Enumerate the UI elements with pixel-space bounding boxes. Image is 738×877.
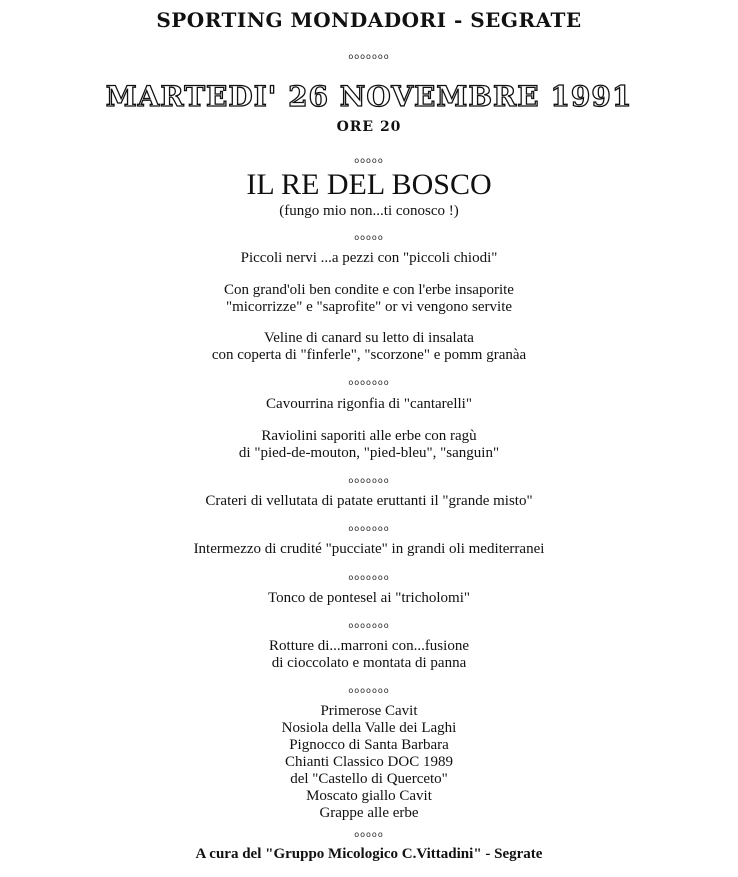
- separator: ooooooo: [348, 476, 390, 485]
- menu-item: Raviolini saporiti alle erbe con ragù: [261, 428, 477, 444]
- separator: ooooo: [354, 233, 384, 242]
- menu-item: di cioccolato e montata di panna: [271, 655, 467, 671]
- menu-item: "micorrizze" e "saprofite" or vi vengono servite: [225, 299, 513, 315]
- wine-item: Nosiola della Valle dei Laghi: [281, 720, 457, 736]
- separator: ooooooo: [348, 573, 390, 582]
- menu-item: Intermezzo di crudité "pucciate" in grandi oli mediterranei: [193, 541, 545, 557]
- wine-item: Moscato giallo Cavit: [306, 788, 432, 804]
- menu-item: di "pied-de-mouton, "pied-bleu", "sanguin": [238, 445, 500, 461]
- event-title: IL RE DEL BOSCO: [246, 168, 492, 201]
- wine-item: Pignocco di Santa Barbara: [289, 737, 449, 753]
- separator: ooooooo: [348, 524, 390, 533]
- page-header: SPORTING MONDADORI - SEGRATE: [156, 8, 582, 32]
- wine-item: Primerose Cavit: [320, 703, 418, 719]
- wine-item: Chianti Classico DOC 1989: [285, 754, 453, 770]
- menu-item: Crateri di vellutata di patate eruttanti il "grande misto": [205, 493, 533, 509]
- wine-item: del "Castello di Querceto": [290, 771, 448, 787]
- footer-credit: A cura del "Gruppo Micologico C.Vittadini" - Segrate: [195, 846, 543, 862]
- menu-item: Tonco de pontesel ai "tricholomi": [268, 590, 470, 606]
- separator: ooooooo: [348, 621, 390, 630]
- separator: ooooo: [354, 830, 384, 839]
- wine-item: Grappe alle erbe: [319, 805, 419, 821]
- menu-item: Con grand'oli ben condite e con l'erbe insaporite: [224, 282, 514, 298]
- event-time: ORE 20: [336, 119, 402, 135]
- event-date: MARTEDI' 26 NOVEMBRE 1991: [105, 80, 633, 113]
- separator: ooooooo: [348, 686, 390, 695]
- event-subtitle: (fungo mio non...ti conosco !): [279, 203, 459, 219]
- menu-item: Rotture di...marroni con...fusione: [269, 638, 469, 654]
- menu-item: con coperta di "finferle", "scorzone" e pomm granàa: [211, 347, 527, 363]
- separator: ooooooo: [348, 52, 390, 61]
- menu-item: Piccoli nervi ...a pezzi con "piccoli chiodi": [240, 250, 498, 266]
- menu-item: Cavourrina rigonfia di "cantarelli": [266, 396, 472, 412]
- menu-item: Veline di canard su letto di insalata: [264, 330, 474, 346]
- separator: ooooo: [354, 156, 384, 165]
- separator: ooooooo: [348, 378, 390, 387]
